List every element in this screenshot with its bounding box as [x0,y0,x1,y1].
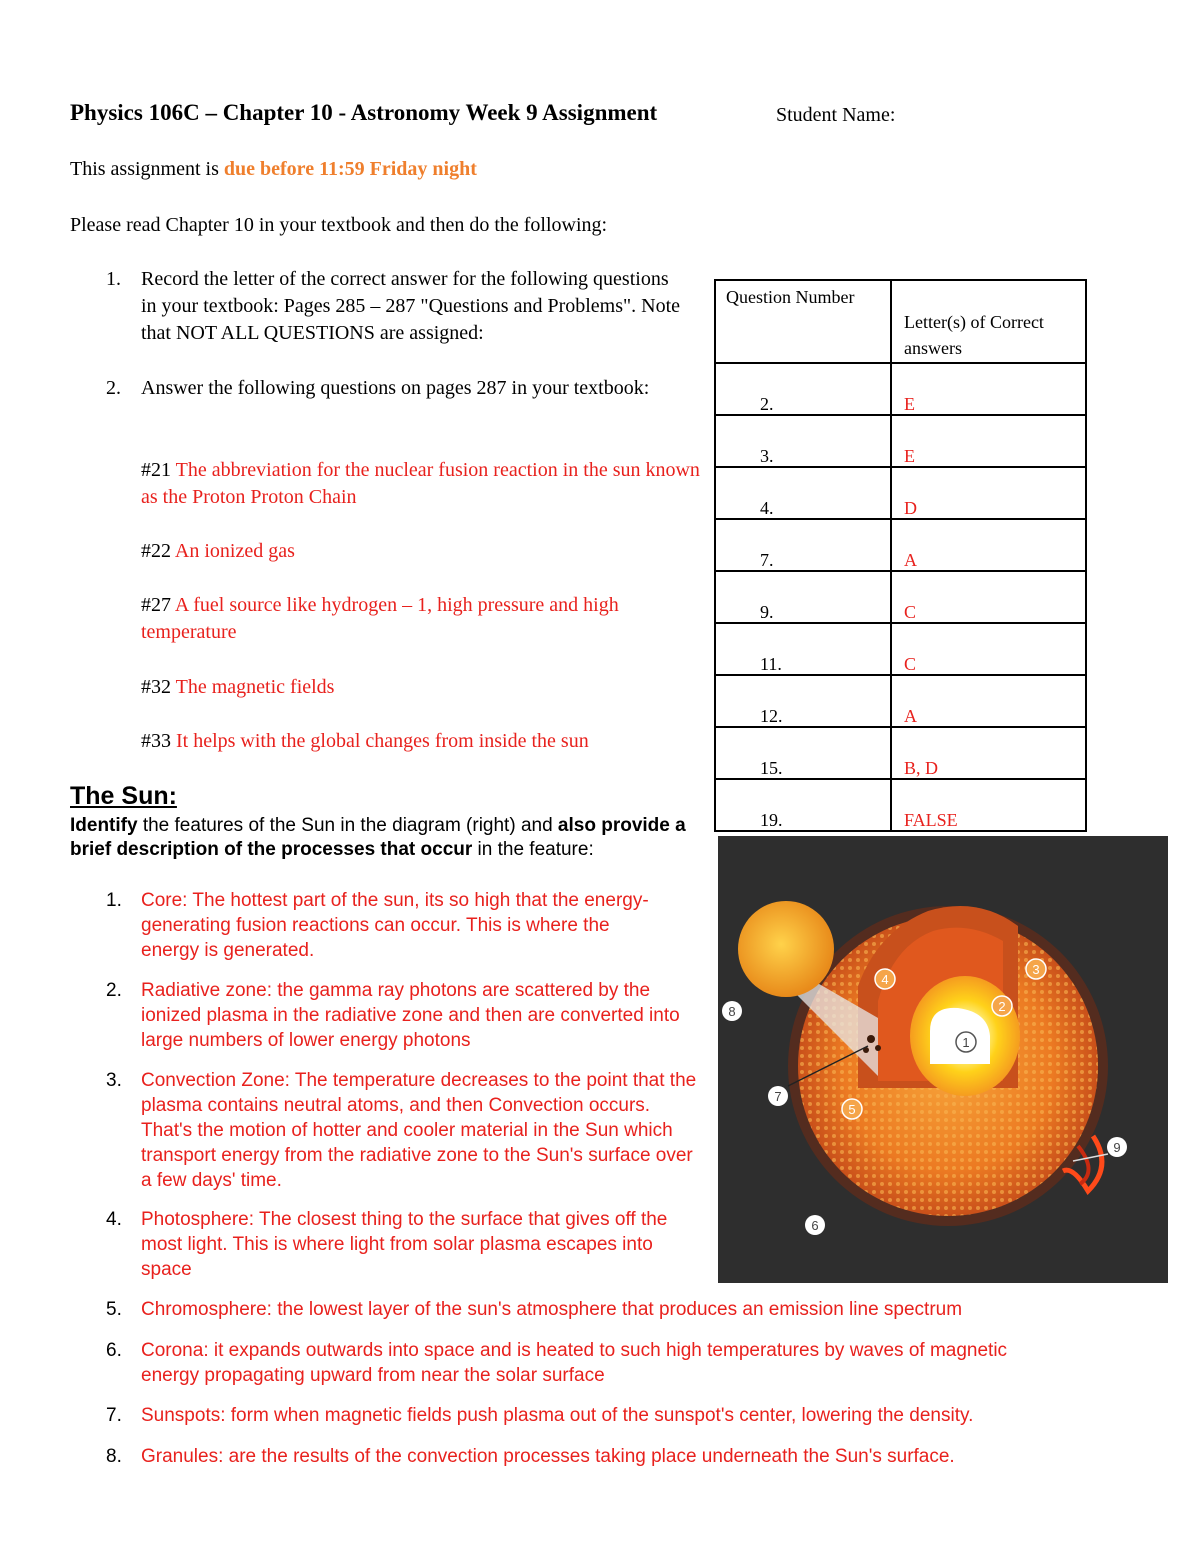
table-row [715,727,1086,779]
instr-text: the features of the Sun in the diagram (right) and [137,815,558,836]
question-number: 15. [715,727,891,779]
question-number: 9. [715,571,891,623]
short-answer-22 [141,538,701,565]
sunspot [875,1045,881,1051]
feature-number: 2. [106,980,122,1001]
feature-granules: Granules: are the results of the convection processes taking place underneath the Sun's surface. [141,1446,955,1467]
question-number: 19. [715,779,891,831]
answer-text: An ionized gas [174,540,295,562]
question-number: 12. [715,675,891,727]
sun-diagram-image [718,836,1168,1283]
answer-letter: E [891,415,1086,467]
diagram-label-2: 2 [998,999,1006,1014]
short-answer-32 [141,674,701,701]
due-prefix: This assignment is [70,158,224,180]
diagram-label-1: 1 [962,1035,970,1050]
answer-text: The abbreviation for the nuclear fusion reaction in the sun known as the Proton Proton Chain [141,459,700,508]
diagram-label-3: 3 [1032,962,1040,977]
intro-text: Please read Chapter 10 in your textbook and then do the following: [70,214,608,236]
diagram-label-6: 6 [811,1218,819,1233]
short-answer-27 [141,592,681,646]
instruction-1-text: Record the letter of the correct answer for the following questions in your textbook: Pages 285 – 287 "Questions and Problems". Note that NOT ALL QUESTIONS are assigned: [141,268,681,344]
question-number: 11. [715,623,891,675]
answer-text: A fuel source like hydrogen – 1, high pressure and high temperature [141,594,619,643]
table-row [715,467,1086,519]
inset-granules [738,901,834,997]
feature-number: 7. [106,1405,122,1426]
question-label: #22 [141,540,175,562]
table-row [715,363,1086,415]
due-deadline: due before 11:59 Friday night [223,158,477,180]
feature-number: 1. [106,890,122,911]
feature-number: 5. [106,1299,122,1320]
due-line [70,158,477,181]
feature-photosphere: Photosphere: The closest thing to the surface that gives off the most light. This is where light from solar plasma escapes into space [141,1209,668,1280]
feature-number: 4. [106,1209,122,1230]
answer-text: The magnetic fields [175,676,335,698]
answer-letter: C [891,571,1086,623]
feature-number: 6. [106,1340,122,1361]
sun-instructions [70,814,710,862]
diagram-label-9: 9 [1113,1140,1121,1155]
feature-sunspots: Sunspots: form when magnetic fields push plasma out of the sunspot's center, lowering the density. [141,1405,974,1426]
feature-corona: Corona: it expands outwards into space and is heated to such high temperatures by waves of magnetic energy propagating upward from near the solar surface [141,1340,1008,1386]
feature-number: 8. [106,1446,122,1467]
table-header-letters: Letter(s) of Correct answers [891,280,1086,363]
short-answer-21 [141,457,701,511]
diagram-label-7: 7 [774,1089,782,1104]
question-label: #33 [141,730,176,752]
feature-convection-zone: Convection Zone: The temperature decreases to the point that the plasma contains neutral atoms, and then Convection occurs. That's the motion of hotter and cooler material in the Sun which transport energy from the radiative zone to the Sun's surface over a few days' time. [141,1070,697,1191]
student-name-label: Student Name: [776,104,896,126]
table-row [715,519,1086,571]
diagram-label-8: 8 [728,1004,736,1019]
instr-text: in the feature: [472,839,594,860]
table-header-row [715,280,1086,363]
feature-number: 3. [106,1070,122,1091]
answer-letter: E [891,363,1086,415]
sunspot [867,1035,875,1043]
question-label: #32 [141,676,176,698]
answer-letter: A [891,675,1086,727]
sun-section-heading: The Sun: [70,782,177,810]
question-number: 4. [715,467,891,519]
answer-letter: C [891,623,1086,675]
instruction-2-text: Answer the following questions on pages 287 in your textbook: [141,377,650,399]
short-answer-33 [141,728,701,755]
table-row [715,623,1086,675]
table-row [715,675,1086,727]
instruction-number: 2. [106,377,121,399]
question-number: 7. [715,519,891,571]
table-row [715,571,1086,623]
instr-bold: also provide a brief description of the processes that occur [70,815,686,860]
question-label: #27 [141,594,175,616]
answer-letter: B, D [891,727,1086,779]
answer-letter: FALSE [891,779,1086,831]
table-row [715,779,1086,831]
instr-bold: Identify [70,815,138,836]
table-header-question: Question Number [715,280,891,363]
diagram-label-4: 4 [881,972,889,987]
feature-chromosphere: Chromosphere: the lowest layer of the sun's atmosphere that produces an emission line spectrum [141,1299,963,1320]
answer-table [714,279,1087,832]
feature-core: Core: The hottest part of the sun, its so high that the energy-generating fusion reactions can occur. This is where the energy is generated. [141,890,649,961]
question-label: #21 [141,459,176,481]
answer-text: It helps with the global changes from inside the sun [176,730,589,752]
answer-letter: A [891,519,1086,571]
instruction-number: 1. [106,268,121,290]
sun-diagram [718,836,1168,1283]
question-number: 2. [715,363,891,415]
feature-radiative-zone: Radiative zone: the gamma ray photons are scattered by the ionized plasma in the radiative zone and then are converted into large numbers of lower energy photons [141,980,680,1051]
diagram-label-5: 5 [848,1102,856,1117]
table-row [715,415,1086,467]
page-title: Physics 106C – Chapter 10 - Astronomy Week 9 Assignment [70,100,658,125]
question-number: 3. [715,415,891,467]
answer-letter: D [891,467,1086,519]
